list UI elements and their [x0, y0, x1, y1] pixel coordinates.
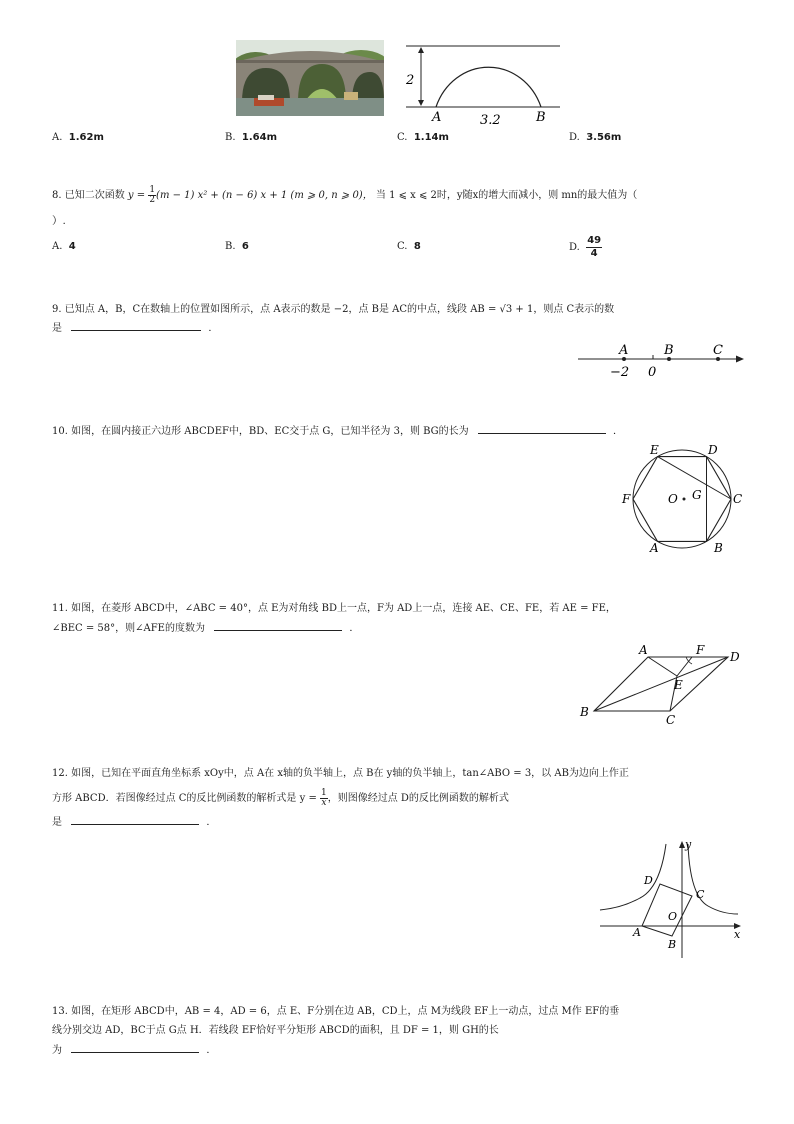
question-number: 11. [52, 603, 68, 614]
q9-text-a: 已知点 A，B，C在数轴上的位置如图所示，点 A表示的数是 −2，点 B是 AC的中点，线段 AB = √3 + 1，则点 C表示的数 [64, 304, 615, 315]
option-letter: B. [225, 241, 236, 252]
option-value: 6 [241, 241, 249, 252]
q12-answer-line: 是 ． [52, 814, 216, 831]
q12-stem-line2: 方形 ABCD．若图像经过点 C的反比例函数的解析式是 y = $\frac{1}{x}$ ，则图像经过点 D的反比例函数的解析式 [52, 788, 509, 808]
q9-label-zero: 0 [648, 365, 657, 380]
q10-hexagon-diagram [612, 440, 752, 560]
q11-rhombus-diagram [576, 640, 750, 726]
q12-label-o: O [668, 910, 678, 923]
question-number: 12. [52, 768, 68, 779]
q12-label-d: D [644, 874, 653, 887]
q11-stem [52, 601, 616, 617]
q13-stem [52, 1004, 619, 1020]
q8-text-a: 已知二次函数 [64, 190, 125, 201]
q10-answer-blank[interactable] [478, 423, 606, 434]
option-letter: D. [569, 242, 580, 253]
option-letter: C. [397, 241, 408, 252]
q7-option-b[interactable] [225, 132, 277, 143]
q13-answer-line: 为 ． [52, 1042, 216, 1059]
option-value: 1.14m [413, 132, 449, 143]
q12-label-c: C [696, 888, 705, 901]
q10-label-a: A [650, 541, 659, 555]
q7-label-b: B [536, 110, 546, 125]
q12-fraction: $\frac{1}{x}$ [321, 788, 327, 808]
q10-label-e: E [650, 443, 659, 457]
q8-fraction: $\frac{1}{2}$ [149, 185, 156, 205]
q12-label-a: A [633, 926, 641, 939]
q12-stem [52, 766, 629, 782]
option-letter: D. [569, 132, 580, 143]
q11-label-d: D [730, 650, 740, 664]
q13-stem-line2: 线分别交边 AD，BC于点 G点 H．若线段 EF恰好平分矩形 ABCD的面积，且 DF = 1，则 GH的长 [52, 1025, 499, 1036]
q10-label-c: C [733, 492, 743, 506]
q11-label-b: B [580, 705, 589, 719]
q10-text-a: 如图，在圆内接正六边形 ABCDEF中，BD、EC交于点 G，已知半径为 3，则 BG的长为 [71, 426, 469, 437]
q9-label-neg2: −2 [610, 365, 630, 380]
q12-text-a: 如图，已知在平面直角坐标系 xOy中，点 A在 x轴的负半轴上，点 B在 y轴的负半轴上，tan∠ABO = 3，以 AB为边向上作正 [71, 768, 629, 779]
q10-stem: 10. 如图，在圆内接正六边形 ABCDEF中，BD、EC交于点 G，已知半径为 3，则 BG的长为 ． [52, 423, 623, 440]
option-value-fraction: $\frac{49}{4}$ [587, 235, 602, 259]
q11-answer-line: ∠BEC = 58°，则∠AFE的度数为 ． [52, 620, 359, 637]
q7-label-height: 2 [406, 73, 415, 88]
q8-stem [52, 186, 637, 205]
q8-option-d[interactable] [569, 235, 602, 260]
q12-coordinate-diagram [596, 836, 746, 962]
q9-stem [52, 302, 614, 318]
q10-label-d: D [708, 443, 718, 457]
option-letter: B. [225, 132, 236, 143]
option-value: 1.64m [241, 132, 277, 143]
q11-label-a: A [639, 643, 648, 657]
question-number: 13. [52, 1006, 68, 1017]
q7-label-width: 3.2 [480, 113, 501, 128]
option-letter: C. [397, 132, 408, 143]
q8-option-a[interactable] [52, 241, 76, 252]
q11-answer-blank[interactable] [214, 620, 342, 631]
option-letter: A. [52, 241, 63, 252]
option-value: 1.62m [68, 132, 104, 143]
q10-label-b: B [714, 541, 723, 555]
option-value: 8 [413, 241, 421, 252]
question-number: 8. [52, 190, 62, 201]
q8-stem-end: ）. [52, 215, 66, 227]
q7-option-d[interactable] [569, 132, 621, 143]
q8-formula-lhs: y = [127, 190, 149, 201]
q8-option-b[interactable] [225, 241, 249, 252]
option-letter: A. [52, 132, 63, 143]
q11-text-a: 如图，在菱形 ABCD中，∠ABC = 40°，点 E为对角线 BD上一点，F为 AD上一点，连接 AE、CE、FE，若 AE = FE， [71, 603, 616, 614]
bridge-photo [236, 40, 384, 116]
q12-label-x: x [734, 928, 741, 941]
q9-number-line [574, 340, 750, 382]
q7-label-a: A [432, 110, 442, 125]
q7-option-c[interactable] [397, 132, 449, 143]
question-number: 9. [52, 304, 62, 315]
question-number: 10. [52, 426, 68, 437]
q9-answer-blank[interactable] [71, 320, 201, 331]
q9-label-a: A [619, 343, 629, 358]
option-value: 4 [68, 241, 76, 252]
q7-option-a[interactable] [52, 132, 104, 143]
q8-text-b: 当 1 ⩽ x ⩽ 2时，y随x的增大而减小，则 mn的最大值为（ [375, 190, 638, 201]
q9-answer-line: 是 ． [52, 320, 218, 337]
q12-label-b: B [668, 938, 677, 951]
q10-label-g: G [692, 488, 702, 502]
q13-text-a: 如图，在矩形 ABCD中，AB = 4，AD = 6，点 E、F分别在边 AB，CD上，点 M为线段 EF上一动点，过点 M作 EF的垂 [71, 1006, 620, 1017]
q9-label-b: B [664, 343, 674, 358]
q11-label-e: E [674, 678, 683, 692]
q10-label-f: F [622, 492, 631, 506]
q13-answer-blank[interactable] [71, 1042, 199, 1053]
q8-option-c[interactable] [397, 241, 421, 252]
q10-label-o: O [668, 492, 678, 506]
q9-label-c: C [713, 343, 723, 358]
option-value: 3.56m [586, 132, 622, 143]
q7-arch-diagram [398, 38, 568, 130]
q12-answer-blank[interactable] [71, 814, 199, 825]
q11-label-c: C [666, 713, 676, 726]
q12-label-y: y [685, 838, 692, 851]
q8-formula-rhs: (m − 1) x² + (n − 6) x + 1 (m ⩾ 0, n ⩾ 0)， [156, 190, 373, 201]
q11-label-f: F [696, 643, 705, 657]
